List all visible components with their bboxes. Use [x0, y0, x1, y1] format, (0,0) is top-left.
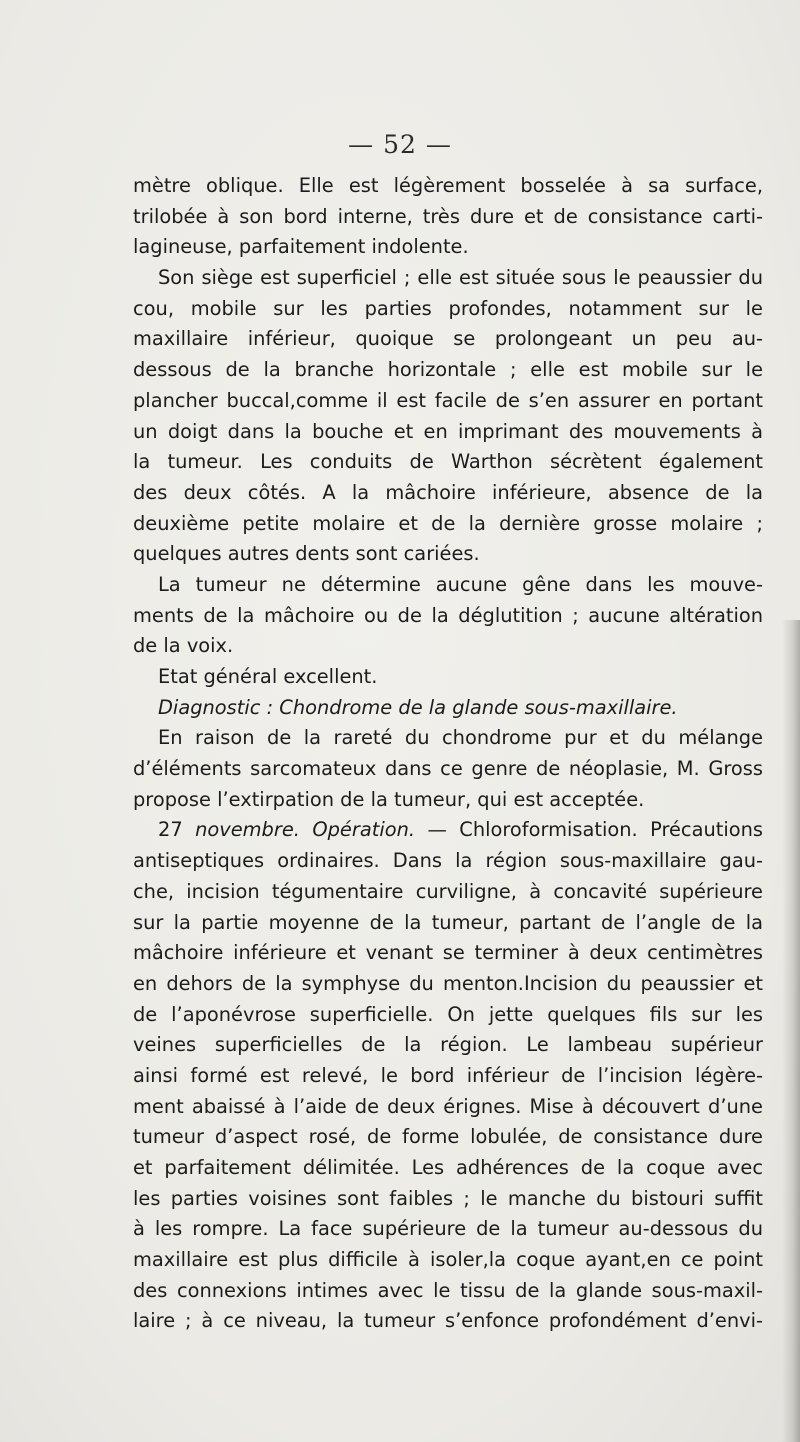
text-line: les parties voisines sont faibles ; le manche du bistouri suffit: [133, 1186, 763, 1210]
text-line: maxillaire est plus difficile à isoler,la coque ayant,en ce point: [133, 1248, 763, 1272]
text-line: en dehors de la symphyse du menton.Incision du peaussier et: [133, 971, 763, 995]
text-line: deuxième petite molaire et de la dernière grosse molaire ;: [133, 511, 763, 535]
text-line: cou, mobile sur les parties profondes, notamment sur le: [133, 296, 763, 320]
operation-heading: novembre. Opération.: [195, 818, 416, 842]
operation-line: [133, 815, 763, 846]
body-text: [133, 171, 763, 1337]
text-line: à les rompre. La face supérieure de la tumeur au-dessous du: [133, 1217, 763, 1241]
text-line: tumeur d’aspect rosé, de forme lobulée, de consistance dure: [133, 1125, 763, 1149]
text-line: lagineuse, parfaitement indolente.: [133, 235, 469, 259]
text-line: ment abaissé à l’aide de deux érignes. Mise à découvert d’une: [133, 1094, 763, 1118]
text-line: des deux côtés. A la mâchoire inférieure, absence de la: [133, 480, 763, 504]
text-line: Son siège est superficiel ; elle est située sous le peaussier du: [158, 266, 763, 290]
text-line: En raison de la rareté du chondrome pur et du mélange: [158, 726, 763, 750]
text-line: trilobée à son bord interne, très dure et de consistance carti-: [133, 204, 763, 228]
text-line: ainsi formé est relevé, le bord inférieur de l’incision légère-: [133, 1063, 763, 1087]
text-line: quelques autres dents sont cariées.: [133, 542, 480, 566]
page-number: — 52 —: [348, 130, 452, 159]
text-line: sur la partie moyenne de la tumeur, partant de l’angle de la: [133, 910, 763, 934]
text-line: maxillaire inférieur, quoique se prolongeant un peu au-: [133, 327, 763, 351]
diagnostic-text: Chondrome de la glande sous-maxillaire.: [279, 695, 678, 719]
text-line: plancher buccal,comme il est facile de s’en assurer en portant: [133, 388, 763, 412]
text-line: mètre oblique. Elle est légèrement bosselée à sa surface,: [133, 174, 763, 197]
text-line: che, incision tégumentaire curviligne, à concavité supérieure: [133, 879, 763, 903]
text-line: Etat général excellent.: [158, 665, 378, 688]
page-edge-shadow: [782, 620, 800, 1442]
operation-text: — Chloroformisation. Précautions: [415, 818, 763, 842]
text-line: ments de la mâchoire ou de la déglutition ; aucune altération: [133, 603, 763, 627]
text-line: veines superficielles de la région. Le lambeau supérieur: [133, 1033, 763, 1057]
text-line: laire ; à ce niveau, la tumeur s’enfonce profondément d’envi-: [133, 1309, 763, 1333]
text-line: mâchoire inférieure et venant se terminer à deux centimètres: [133, 941, 763, 965]
text-line: La tumeur ne détermine aucune gêne dans les mouve-: [158, 572, 763, 596]
text-line: des connexions intimes avec le tissu de la glande sous-maxil-: [133, 1278, 763, 1302]
text-line: propose l’extirpation de la tumeur, qui est acceptée.: [133, 787, 645, 811]
text-line: et parfaitement délimitée. Les adhérences de la coque avec: [133, 1156, 763, 1179]
diagnostic-label: Diagnostic :: [158, 695, 280, 719]
diagnostic-line: [133, 693, 763, 724]
text-line: un doigt dans la bouche et en imprimant des mouvements à: [133, 419, 763, 443]
text-line: la tumeur. Les conduits de Warthon sécrètent également: [133, 450, 763, 474]
text-line: d’éléments sarcomateux dans ce genre de néoplasie, M. Gross: [133, 757, 763, 781]
text-line: de l’aponévrose superficielle. On jette quelques fils sur les: [133, 1002, 763, 1026]
text-line: dessous de la branche horizontale ; elle est mobile sur le: [133, 358, 763, 382]
text-line: de la voix.: [133, 634, 234, 658]
operation-day: 27: [158, 818, 196, 842]
text-line: antiseptiques ordinaires. Dans la région sous-maxillaire gau-: [133, 849, 763, 873]
